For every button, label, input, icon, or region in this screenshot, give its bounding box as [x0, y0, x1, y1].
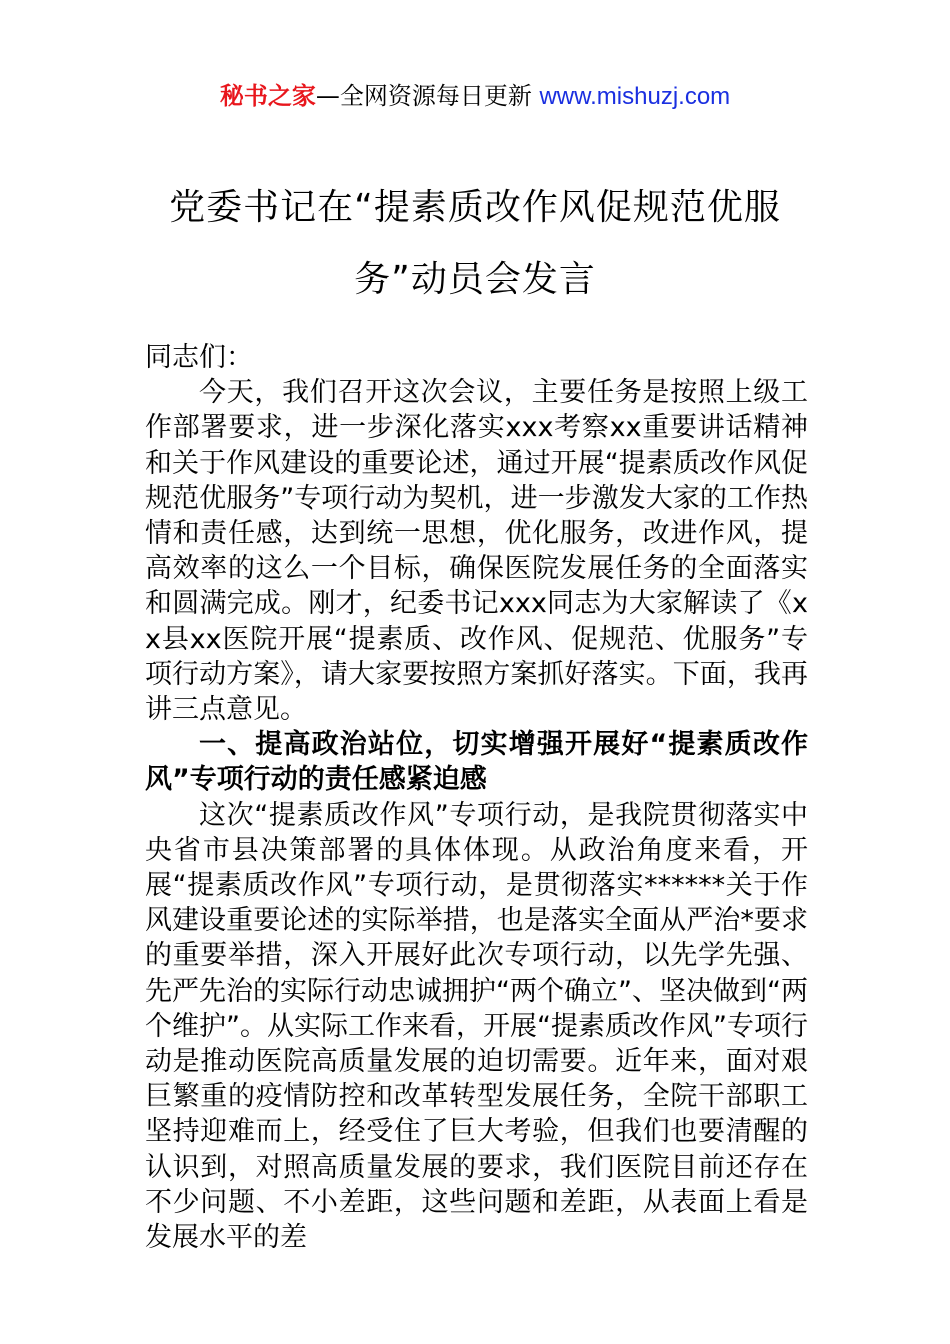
document-title: 党委书记在“提素质改作风促规范优服务”动员会发言 — [169, 187, 781, 300]
section-paragraph: 这次“提素质改作风”专项行动，是我院贯彻落实中央省市县决策部署的具体体现。从政治角度来看，开展“提素质改作风”专项行动，是贯彻落实******关于作风建设重要论述的实际举措，也是落实全面从严治*要求的重要举措，深入开展好此次专项行动，以先学先强、先严先治的实际行动忠诚拥护“两个确立”、坚决做到“两个维护”。从实际工作来看，开展“提素质改作风”专项行动是推动医院高质量发展的迫切需要。近年来，面对艰巨繁重的疫情防控和改革转型发展任务，全院干部职工坚持迎难而上，经受住了巨大考验，但我们也要清醒的认识到，对照高质量发展的要求，我们医院目前还存在不少问题、不小差距，这些问题和差距，从表面上看是发展水平的差 — [145, 799, 808, 1254]
document-body — [145, 340, 808, 1255]
site-url-link[interactable]: www.mishuzj.com — [539, 83, 731, 110]
body-paragraph: 今天，我们召开这次会议，主要任务是按照上级工作部署要求，进一步深化落实xxx考察xx重要讲话精神和关于作风建设的重要论述，通过开展“提素质改作风促规范优服务”专项行动为契机，进一步激发大家的工作热情和责任感，达到统一思想，优化服务，改进作风，提高效率的这么一个目标，确保医院发展任务的全面落实和圆满完成。刚才，纪委书记xxx同志为大家解读了《xx县xx医院开展“提素质、改作风、促规范、优服务”专项行动方案》，请大家要按照方案抓好落实。下面，我再讲三点意见。 — [145, 377, 808, 726]
salutation: 同志们： — [145, 342, 253, 373]
site-tagline: —全网资源每日更新 — [315, 82, 540, 110]
brand-name: 秘书之家 — [219, 82, 316, 110]
section-heading: 一、提高政治站位，切实增强开展好“提素质改作风”专项行动的责任感紧迫感 — [145, 729, 808, 796]
site-header — [0, 80, 950, 113]
